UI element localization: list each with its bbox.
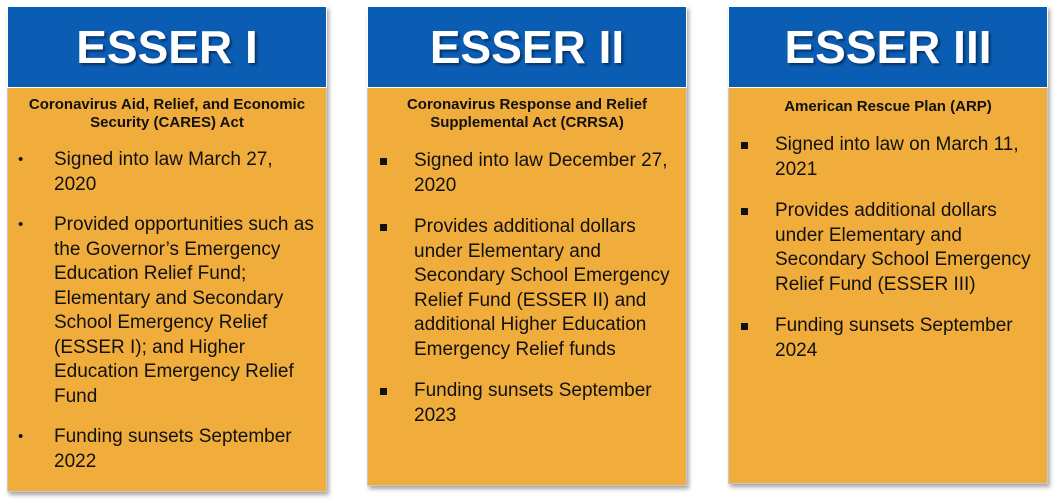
- list-item-text: Provides additional dollars under Elementary and Secondary School Emergency Relief Fund (ESSER II) and additional Higher Education Emergency Relief funds: [414, 216, 670, 360]
- list-item: [18, 148, 316, 197]
- square-bullet-icon: [741, 142, 748, 149]
- list-item: [378, 379, 676, 428]
- list-item-text: Funding sunsets September 2024: [775, 315, 1013, 361]
- square-bullet-icon: [380, 224, 387, 231]
- list-item: [378, 149, 676, 198]
- list-item-text: Funding sunsets September 2023: [414, 380, 652, 426]
- bullet-icon: •: [18, 151, 24, 168]
- square-bullet-icon: [380, 388, 387, 395]
- list-item-text: Signed into law December 27, 2020: [414, 150, 668, 196]
- panel-body: [728, 88, 1048, 484]
- esser-2-panel: [367, 6, 687, 486]
- square-bullet-icon: [741, 323, 748, 330]
- panel-title: ESSER III: [728, 6, 1048, 88]
- panel-title: ESSER I: [7, 6, 327, 88]
- bullet-icon: •: [18, 216, 24, 233]
- panel-title: ESSER II: [367, 6, 687, 88]
- panel-subtitle: American Rescue Plan (ARP): [784, 98, 992, 115]
- square-bullet-icon: [380, 158, 387, 165]
- list-item-text: Provided opportunities such as the Governor’s Emergency Education Relief Fund; Elementary and Secondary School Emergency Relief (ESSER I); and Higher Education Emergency Relief Fund: [54, 214, 314, 407]
- list-item-text: Signed into law on March 11, 2021: [775, 134, 1019, 180]
- list-item: [18, 213, 316, 409]
- list-item-text: Provides additional dollars under Elementary and Secondary School Emergency Relief Fund (ESSER III): [775, 200, 1031, 295]
- panel-subtitle: Coronavirus Aid, Relief, and Economic Security (CARES) Act: [28, 96, 306, 131]
- list-item: [378, 215, 676, 362]
- list-item: [18, 425, 316, 474]
- list-item: [739, 199, 1037, 297]
- bullet-list: [739, 133, 1037, 363]
- bullet-list: [18, 148, 316, 474]
- esser-3-panel: [728, 6, 1048, 484]
- square-bullet-icon: [741, 208, 748, 215]
- list-item-text: Signed into law March 27, 2020: [54, 149, 273, 195]
- list-item: [739, 314, 1037, 363]
- list-item-text: Funding sunsets September 2022: [54, 426, 292, 472]
- esser-1-panel: [7, 6, 327, 492]
- bullet-list: [378, 149, 676, 428]
- panel-subtitle: Coronavirus Response and Relief Supplemental Act (CRRSA): [406, 96, 648, 131]
- bullet-icon: •: [18, 428, 24, 445]
- panel-body: [367, 88, 687, 486]
- list-item: [739, 133, 1037, 182]
- panel-body: [7, 88, 327, 492]
